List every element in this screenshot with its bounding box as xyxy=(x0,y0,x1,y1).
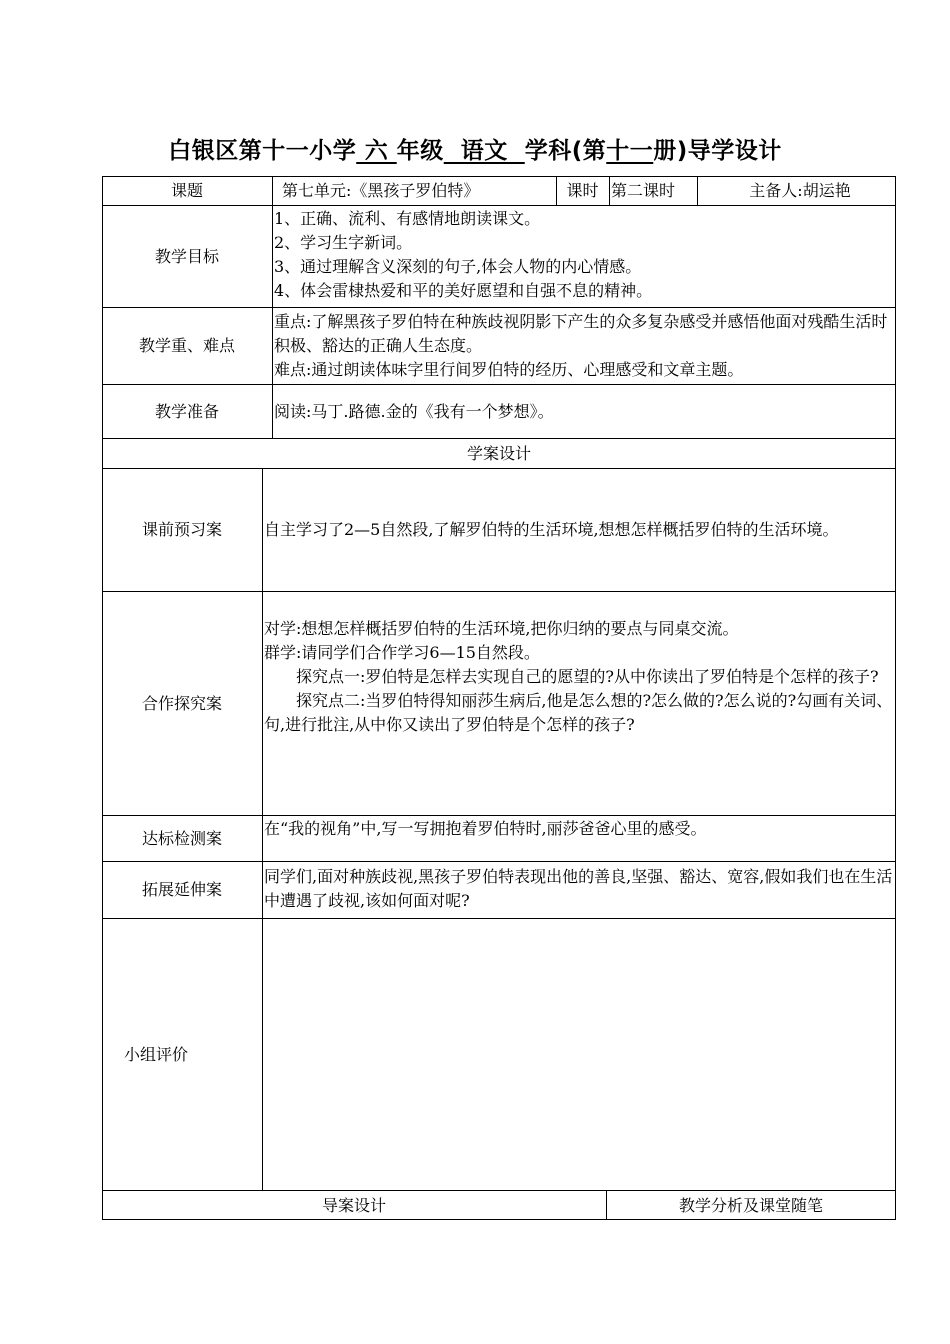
preparation-value: 阅读:马丁.路德.金的《我有一个梦想》。 xyxy=(274,401,554,421)
cooperation-label: 合作探究案 xyxy=(141,693,222,713)
preview-text: 自主学习了2—5自然段,了解罗伯特的生活环境,想想怎样概括罗伯特的生活环境。 xyxy=(264,520,839,539)
analysis-header: 教学分析及课堂随笔 xyxy=(678,1195,823,1215)
assessment-label: 达标检测案 xyxy=(141,828,222,848)
grade-value: 六 xyxy=(356,138,397,164)
difficult-point: 难点:通过朗读体味字里行间罗伯特的经历、心理感受和文章主题。 xyxy=(274,360,744,379)
assessment-value: 在“我的视角”中,写一写拥抱着罗伯特时,丽莎爸爸心里的感受。 xyxy=(264,819,707,838)
preview-value xyxy=(262,469,896,591)
goal-item: 3、通过理解含义深刻的句子,体会人物的内心情感。 xyxy=(274,257,642,276)
volume-value: 十一 xyxy=(606,138,654,164)
preparer: 主备人:胡运艳 xyxy=(749,181,851,200)
goal-item: 1、正确、流利、有感情地朗读课文。 xyxy=(274,209,541,228)
page-title xyxy=(0,132,950,165)
goals-label: 教学目标 xyxy=(154,246,219,266)
preview-label: 课前预习案 xyxy=(141,520,222,539)
period-value: 第二课时 xyxy=(611,181,676,200)
key-point: 重点:了解黑孩子罗伯特在种族歧视阴影下产生的众多复杂感受并感悟他面对残酷生活时积极、豁达的正确人生态度。 xyxy=(274,312,888,355)
group-study: 群学:请同学们合作学习6—15自然段。 xyxy=(264,643,540,662)
inquiry-point-one: 探究点一:罗伯特是怎样去实现自己的愿望的?从中你读出了罗伯特是个怎样的孩子? xyxy=(296,667,879,686)
cooperation-text xyxy=(262,592,896,815)
key-points-text xyxy=(272,308,896,384)
school-name: 白银区第十一小学 xyxy=(168,138,357,164)
group-eval-area xyxy=(262,919,896,1190)
group-eval-label: 小组评价 xyxy=(124,1044,189,1064)
subject-label: 学科(第 xyxy=(524,138,607,164)
guide-design-header: 导案设计 xyxy=(321,1195,386,1215)
goal-item: 2、学习生字新词。 xyxy=(274,233,413,252)
extension-value: 同学们,面对种族歧视,黑孩子罗伯特表现出他的善良,坚强、豁达、宽容,假如我们也在生活中遭遇了歧视,该如何面对呢? xyxy=(264,867,893,910)
pair-study: 对学:想想怎样概括罗伯特的生活环境,把你归纳的要点与同桌交流。 xyxy=(264,619,739,638)
title-suffix: 册)导学设计 xyxy=(653,138,782,164)
extension-label: 拓展延伸案 xyxy=(141,880,222,899)
topic-label: 课题 xyxy=(170,181,203,200)
goal-item: 4、体会雷棣热爱和平的美好愿望和自强不息的精神。 xyxy=(274,281,653,300)
topic-value: 第七单元:《黑孩子罗伯特》 xyxy=(282,181,480,200)
period-label: 课时 xyxy=(566,181,599,200)
preparation-label: 教学准备 xyxy=(154,401,219,421)
plan-design-header: 学案设计 xyxy=(466,443,531,463)
key-points-label: 教学重、难点 xyxy=(138,336,235,355)
goals-list xyxy=(272,206,896,307)
inquiry-point-two: 探究点二:当罗伯特得知丽莎生病后,他是怎么想的?怎么做的?怎么说的?勾画有关词、句,进行批注,从中你又读出了罗伯特是个怎样的孩子? xyxy=(264,691,893,734)
subject-value: 语文 xyxy=(443,138,525,164)
grade-label: 年级 xyxy=(396,138,444,164)
